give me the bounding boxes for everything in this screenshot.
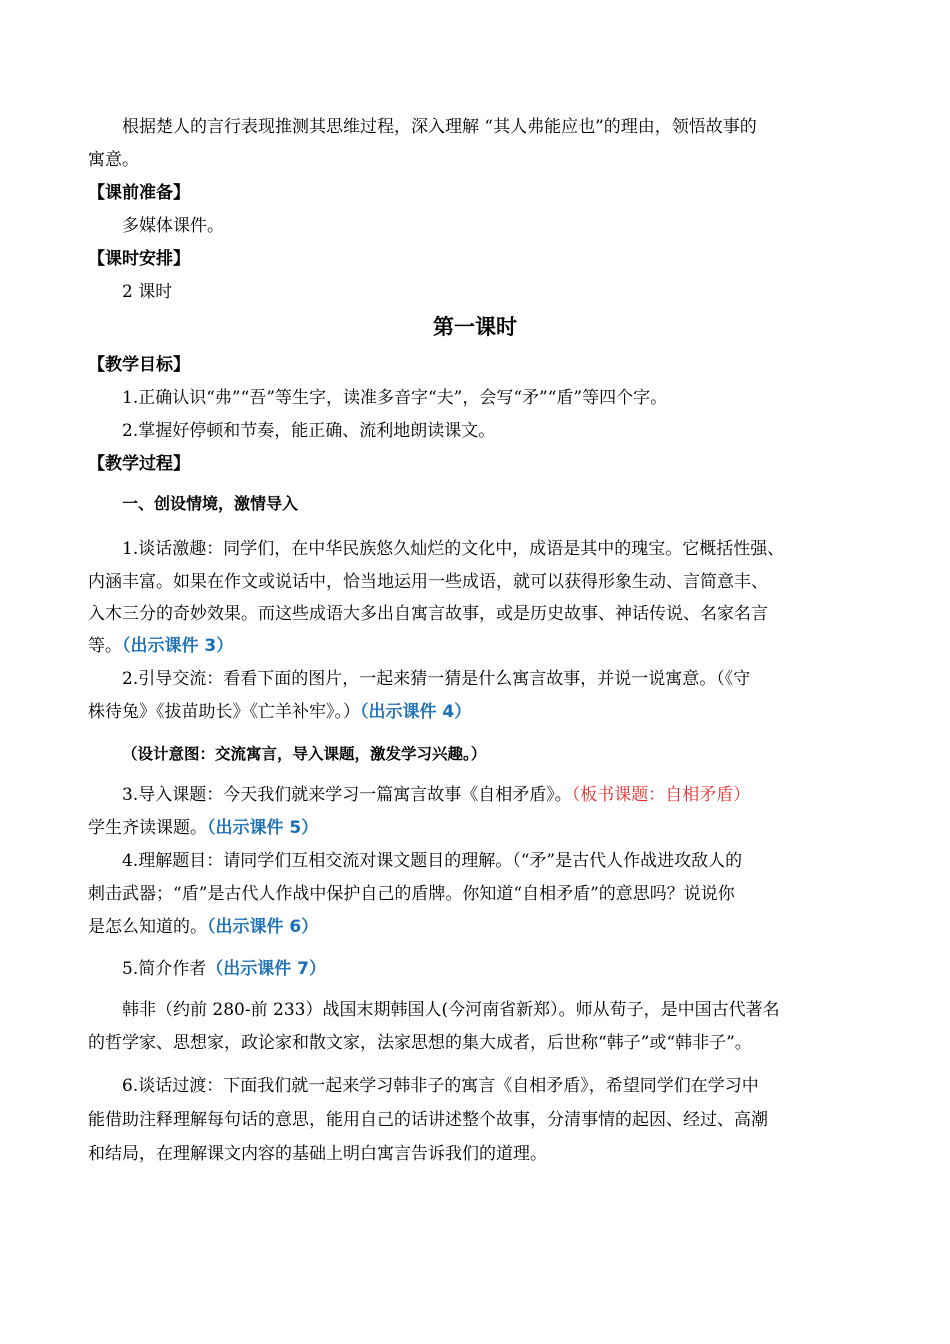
- p4-line-1: 4.理解题目：请同学们互相交流对课文题目的理解。（“矛”是古代人作战进攻敌人的: [122, 851, 743, 871]
- p3-line-2-text: 学生齐读课题。: [88, 818, 207, 838]
- p3-line-2: [88, 816, 318, 840]
- intro-line-2: 寓意。: [88, 150, 139, 170]
- intro-line-1: 根据楚人的言行表现推测其思维过程，深入理解 “其人弗能应也”的理由，领悟故事的: [122, 117, 757, 137]
- p1-line-4-text: 等。: [88, 636, 122, 656]
- lesson-title: 第一课时: [433, 315, 517, 339]
- schedule-text: 2 课时: [122, 282, 173, 302]
- p5-line-1-text: 5.简介作者: [122, 959, 207, 979]
- prep-text: 多媒体课件。: [122, 216, 224, 236]
- p4-line-3: [88, 915, 318, 939]
- p7-line-1: 6.谈话过渡：下面我们就一起来学习韩非子的寓言《自相矛盾》，希望同学们在学习中: [122, 1076, 759, 1096]
- courseware-ref-4: （出示课件 4）: [360, 702, 472, 722]
- process-heading: 【教学过程】: [88, 454, 190, 474]
- p2-line-2: [88, 700, 471, 724]
- goal-item-2: 2.掌握好停顿和节奏，能正确、流利地朗读课文。: [122, 421, 496, 441]
- design-intent-note: （设计意图：交流寓言，导入课题，激发学习兴趣。）: [122, 745, 487, 763]
- courseware-ref-5: （出示课件 5）: [207, 818, 319, 838]
- p3-line-1: [122, 783, 750, 807]
- section-1-heading: 一、创设情境，激情导入: [122, 494, 299, 513]
- p4-line-3-text: 是怎么知道的。: [88, 917, 207, 937]
- schedule-heading: 【课时安排】: [88, 249, 190, 269]
- p5-line-1: [122, 957, 326, 981]
- p7-line-3: 和结局，在理解课文内容的基础上明白寓言告诉我们的道理。: [88, 1144, 547, 1164]
- goal-item-1: 1.正确认识“弗”“吾”等生字，读准多音字“夫”，会写“矛”“盾”等四个字。: [122, 388, 668, 408]
- p1-line-2: 内涵丰富。如果在作文或说话中，恰当地运用一些成语，就可以获得形象生动、言简意丰、: [88, 572, 768, 592]
- author-bio-line-1: 韩非（约前 280-前 233）战国末期韩国人(今河南省新郑）。师从荀子，是中国古代著名: [122, 1000, 780, 1020]
- p1-line-3: 入木三分的奇妙效果。而这些成语大多出自寓言故事，或是历史故事、神话传说、名家名言: [88, 604, 768, 624]
- p3-line-1-text: 3.导入课题：今天我们就来学习一篇寓言故事《自相矛盾》。: [122, 785, 572, 805]
- p7-line-2: 能借助注释理解每句话的意思，能用自己的话讲述整个故事，分清事情的起因、经过、高潮: [88, 1110, 768, 1130]
- goals-heading: 【教学目标】: [88, 355, 190, 375]
- courseware-ref-3: （出示课件 3）: [122, 636, 234, 656]
- prep-heading: 【课前准备】: [88, 183, 190, 203]
- courseware-ref-6: （出示课件 6）: [207, 917, 319, 937]
- p1-line-4: [88, 634, 233, 658]
- p1-line-1: 1.谈话激趣：同学们，在中华民族悠久灿烂的文化中，成语是其中的瑰宝。它概括性强、: [122, 539, 785, 559]
- p2-line-2-text: 株待兔》《拔苗助长》《亡羊补牢》。）: [88, 702, 360, 722]
- author-bio-line-2: 的哲学家、思想家，政论家和散文家，法家思想的集大成者，后世称“韩子”或“韩非子”。: [88, 1033, 752, 1053]
- p2-line-1: 2.引导交流：看看下面的图片，一起来猜一猜是什么寓言故事，并说一说寓意。（《守: [122, 669, 751, 689]
- courseware-ref-7: （出示课件 7）: [206, 959, 326, 979]
- board-title-note: （板书课题：自相矛盾）: [571, 785, 751, 805]
- p4-line-2: 刺击武器；“盾”是古代人作战中保护自己的盾牌。你知道“自相矛盾”的意思吗？说说你: [88, 884, 735, 904]
